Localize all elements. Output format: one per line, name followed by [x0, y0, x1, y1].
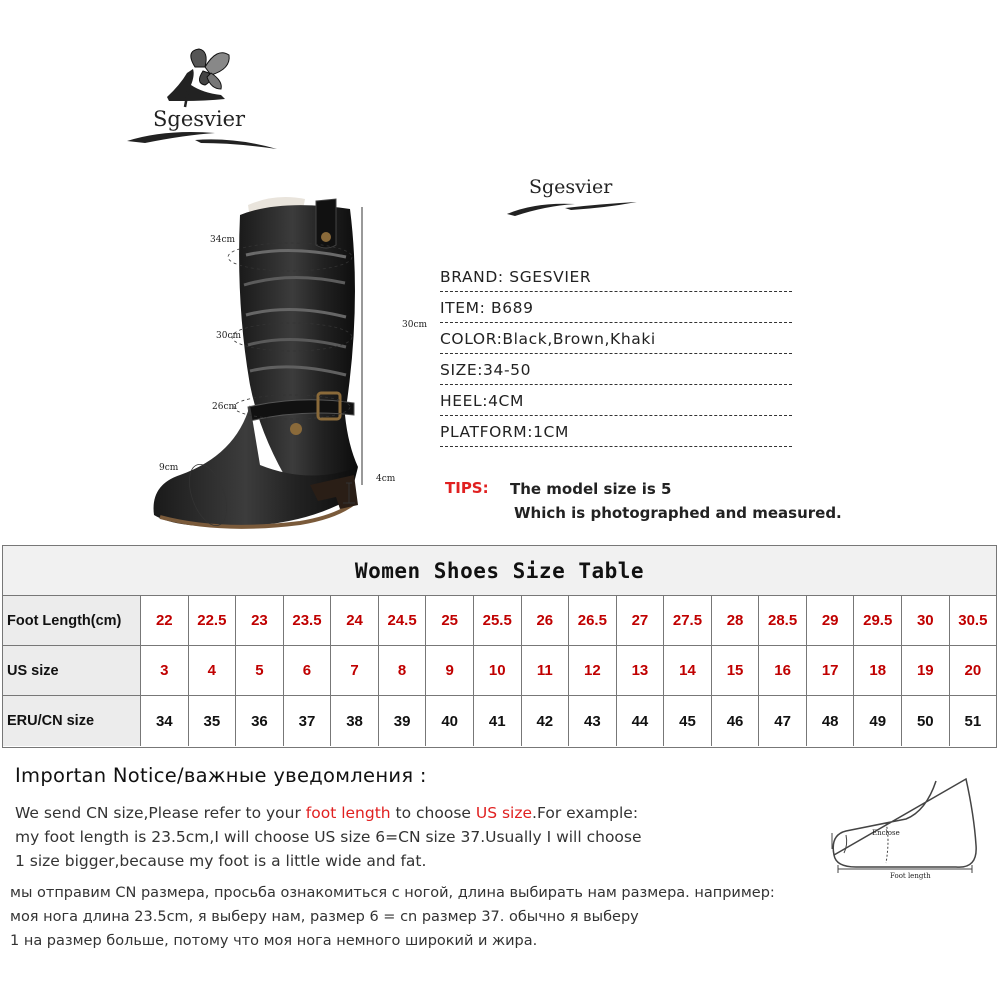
size-table-cell: 34 [141, 696, 189, 746]
notice-en-line [15, 804, 638, 822]
size-table-cell: 22.5 [189, 596, 237, 646]
boot-product-image [140, 185, 440, 540]
size-table-cell: 18 [854, 646, 902, 696]
size-table-cell: 28.5 [759, 596, 807, 646]
size-table-cell: 39 [379, 696, 427, 746]
size-table-cell: 26.5 [569, 596, 617, 646]
dimension-label: 26cm [212, 402, 238, 412]
tips-text: The model size is 5 [510, 480, 672, 498]
spec-color: COLOR:Black,Brown,Khaki [440, 330, 792, 354]
size-table-cell: 26 [522, 596, 570, 646]
size-table-cell: 23 [236, 596, 284, 646]
foot-enclose-label: Enclose [872, 829, 900, 837]
size-table-title: Women Shoes Size Table [354, 558, 645, 583]
brand-logo-small-text: Sgesvier [529, 176, 613, 198]
size-table-cell: 17 [807, 646, 855, 696]
notice-highlight: US size [475, 804, 533, 822]
size-table-cell: 10 [474, 646, 522, 696]
foot-measurement-diagram [826, 775, 991, 885]
high-heel-butterfly-icon [125, 45, 285, 155]
spec-heel: HEEL:4CM [440, 392, 792, 416]
notice-en-line: my foot length is 23.5cm,I will choose US size 6=CN size 37.Usually I will choose [15, 828, 642, 846]
size-table-cell: 7 [331, 646, 379, 696]
notice-text: to choose [390, 804, 476, 822]
size-table-cell: 36 [236, 696, 284, 746]
notice-ru-line: 1 на размер больше, потому что моя нога немного широкий и жира. [10, 933, 538, 949]
notice-ru-line: мы отправим CN размера, просьба ознакомиться с ногой, длина выбирать нам размера. например: [10, 885, 775, 901]
notice-text: .For example: [532, 804, 639, 822]
size-table-cell: 44 [617, 696, 665, 746]
tips-label: TIPS: [445, 479, 489, 497]
size-table-cell: 6 [284, 646, 332, 696]
foot-icon [826, 775, 991, 885]
size-table-row-header: ERU/CN size [3, 696, 141, 746]
size-table-row [3, 596, 996, 646]
brand-logo [125, 45, 285, 155]
size-table-cell: 41 [474, 696, 522, 746]
dimension-label: 4cm [376, 474, 396, 484]
size-table-cell: 9 [426, 646, 474, 696]
size-table-row [3, 646, 996, 696]
spec-platform: PLATFORM:1CM [440, 423, 792, 447]
size-table-title-bar [3, 546, 996, 596]
size-table-cell: 25.5 [474, 596, 522, 646]
size-table-cell: 29.5 [854, 596, 902, 646]
size-table-cell: 20 [950, 646, 997, 696]
notice-text: We send CN size,Please refer to your [15, 804, 306, 822]
dimension-label: 30cm [216, 331, 242, 341]
size-table-cell: 51 [964, 712, 982, 730]
size-table-cell: 37 [284, 696, 332, 746]
size-table-cell: 19 [902, 646, 950, 696]
size-table-cell: 22 [141, 596, 189, 646]
tips-text: Which is photographed and measured. [514, 504, 842, 522]
size-table-cell: 12 [569, 646, 617, 696]
size-table-cell: 3 [141, 646, 189, 696]
notice-ru-line: моя нога длина 23.5cm, я выберу нам, размер 6 = cn размер 37. обычно я выберу [10, 909, 639, 925]
boot-image [140, 185, 440, 540]
size-table-cell: 47 [759, 696, 807, 746]
notice-title: Importan Notice/важные уведомления : [15, 764, 427, 787]
size-table-cell: 24 [331, 596, 379, 646]
size-table-cell: 14 [664, 646, 712, 696]
size-table-cell: 27 [617, 596, 665, 646]
size-table-cell: 5 [236, 646, 284, 696]
size-table-cell: 8 [379, 646, 427, 696]
brand-logo-text: Sgesvier [153, 107, 246, 131]
size-table-row [3, 696, 996, 746]
size-table-cell: 25 [426, 596, 474, 646]
notice-highlight: foot length [305, 804, 391, 822]
size-table-cell: 15 [712, 646, 760, 696]
size-table-cell: 30 [902, 596, 950, 646]
size-table-cell: 50 [902, 696, 950, 746]
size-table-cell: 38 [331, 696, 379, 746]
foot-length-label: Foot length [890, 872, 931, 880]
dimension-label: 30cm [402, 320, 428, 330]
dimension-label: 34cm [210, 235, 236, 245]
size-table-cell: 40 [426, 696, 474, 746]
size-table-cell: 16 [759, 646, 807, 696]
spec-brand: BRAND: SGESVIER [440, 268, 792, 292]
size-table-cell: 24.5 [379, 596, 427, 646]
dimension-label: 9cm [159, 463, 179, 473]
size-table-cell: 4 [189, 646, 237, 696]
size-table-cell: 43 [569, 696, 617, 746]
size-table-cell: 28 [712, 596, 760, 646]
size-table-cell: 35 [189, 696, 237, 746]
spec-item: ITEM: B689 [440, 299, 792, 323]
size-table-cell: 27.5 [664, 596, 712, 646]
size-table-cell: 45 [664, 696, 712, 746]
size-table [2, 545, 997, 748]
size-table-cell: 11 [522, 646, 570, 696]
size-table-cell: 13 [617, 646, 665, 696]
notice-en-line: 1 size bigger,because my foot is a little wide and fat. [15, 852, 427, 870]
size-table-cell: 23.5 [284, 596, 332, 646]
size-table-cell: 29 [807, 596, 855, 646]
size-table-cell: 49 [854, 696, 902, 746]
size-table-cell: 48 [807, 696, 855, 746]
size-table-row-header: US size [3, 646, 141, 696]
spec-size: SIZE:34-50 [440, 361, 792, 385]
size-table-row-header: Foot Length(cm) [3, 596, 141, 646]
size-table-cell: 42 [522, 696, 570, 746]
size-table-cell: 46 [712, 696, 760, 746]
size-table-cell: 30.5 [950, 596, 997, 646]
brand-logo-small [505, 168, 640, 220]
